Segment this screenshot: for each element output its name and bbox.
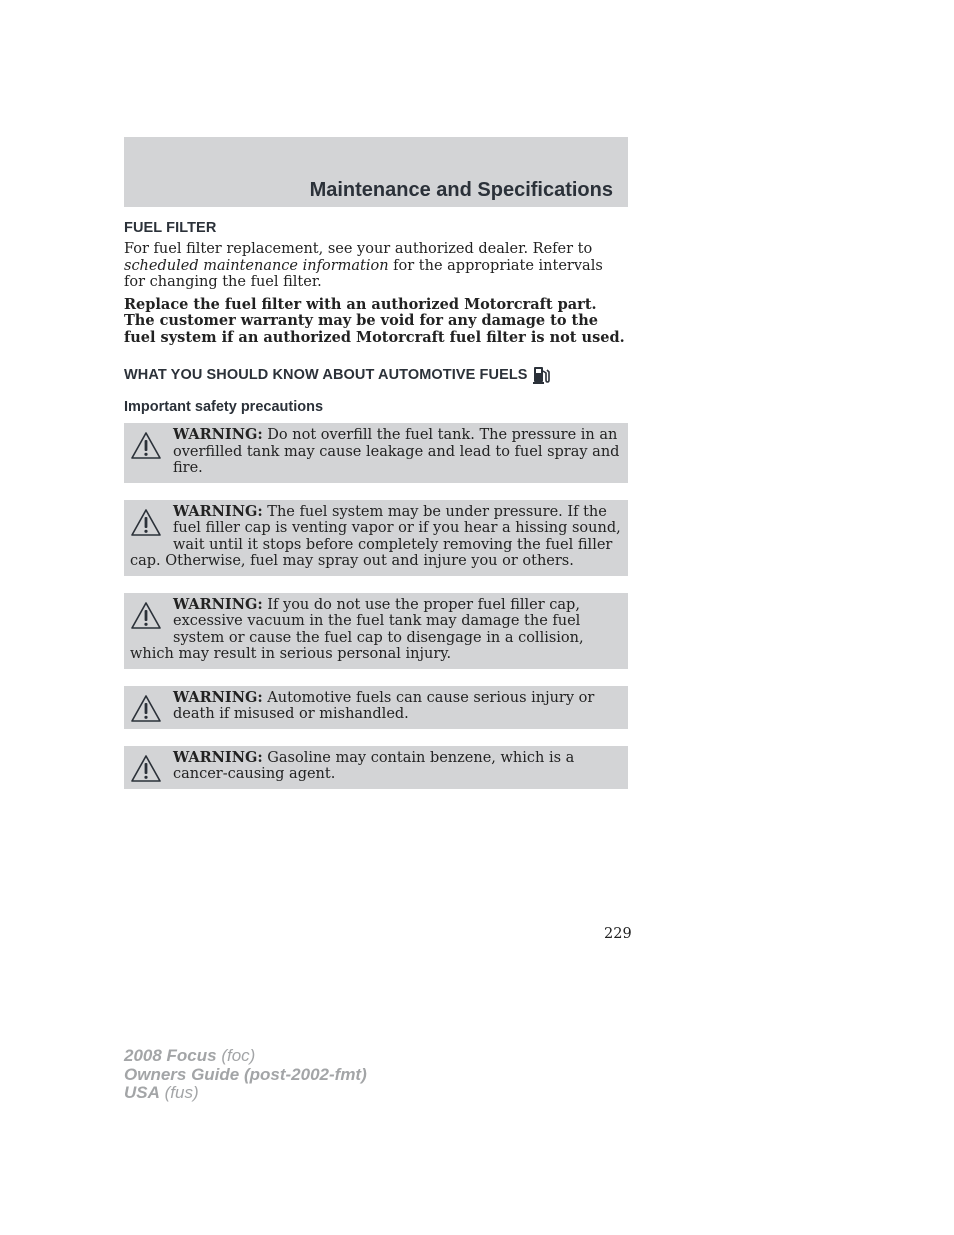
safety-subheading: Important safety precautions (124, 399, 324, 415)
warning-label: WARNING: (173, 748, 263, 766)
warning-label: WARNING: (173, 688, 263, 706)
fuel-filter-text-end: for the appropriate intervals for changing the fuel filter. (124, 257, 603, 290)
section-title: Maintenance and Specifications (309, 179, 613, 201)
warning-text: If you do not use the proper fuel filler cap, excessive vacuum in the fuel tank may damage the fuel system or cause the fuel cap to disengage in a collision, which may result in serious personal injury. (130, 596, 584, 662)
warning-box (124, 423, 628, 483)
footer-line-guide (124, 1066, 367, 1085)
document-footer (124, 1047, 367, 1103)
warning-box (124, 686, 628, 729)
motorcraft-note: Replace the fuel filter with an authorized Motorcraft part. The customer warranty may be void for any damage to the fuel system if an authorized Motorcraft fuel filter is not used. (124, 295, 625, 346)
footer-region-code: (fus) (159, 1083, 199, 1102)
fuels-heading-row (124, 365, 628, 385)
footer-model: 2008 Focus (124, 1046, 217, 1065)
warning-box (124, 746, 628, 789)
fuel-filter-text-start: For fuel filter replacement, see your authorized dealer. Refer to (124, 241, 593, 257)
warning-label: WARNING: (173, 595, 263, 613)
warning-text: Gasoline may contain benzene, which is a cancer-causing agent. (173, 749, 575, 782)
fuels-heading: WHAT YOU SHOULD KNOW ABOUT AUTOMOTIVE FUELS (124, 367, 528, 383)
fuel-filter-paragraph (124, 241, 628, 291)
fuel-pump-icon (532, 365, 550, 385)
warning-triangle-icon (130, 601, 162, 631)
fuel-filter-heading: FUEL FILTER (124, 220, 217, 236)
warning-text: Do not overfill the fuel tank. The pressure in an overfilled tank may cause leakage and lead to fuel spray and fire. (173, 427, 620, 476)
footer-model-code: (foc) (216, 1046, 256, 1065)
section-header-band (124, 137, 628, 207)
page-content (124, 220, 628, 806)
warning-triangle-icon (130, 508, 162, 538)
warning-triangle-icon (130, 694, 162, 724)
footer-guide: Owners Guide (post-2002-fmt) (124, 1064, 367, 1084)
warning-label: WARNING: (173, 426, 263, 443)
footer-line-region (124, 1084, 367, 1103)
warning-box (124, 500, 628, 576)
warning-box (124, 593, 628, 669)
warning-triangle-icon (130, 431, 162, 461)
warning-text: The fuel system may be under pressure. If the fuel filler cap is venting vapor or if you hear a hissing sound, wait until it stops before completely removing the fuel filler cap. Otherwise, fuel may spray out and injure you or others. (130, 503, 621, 569)
warning-text: Automotive fuels can cause serious injury or death if misused or mishandled. (173, 689, 595, 722)
footer-region: USA (124, 1083, 160, 1102)
warning-label: WARNING: (173, 502, 263, 520)
maintenance-reference: scheduled maintenance information (124, 257, 389, 274)
footer-line-model (124, 1047, 367, 1066)
warning-triangle-icon (130, 754, 162, 784)
page-number: 229 (604, 926, 632, 942)
